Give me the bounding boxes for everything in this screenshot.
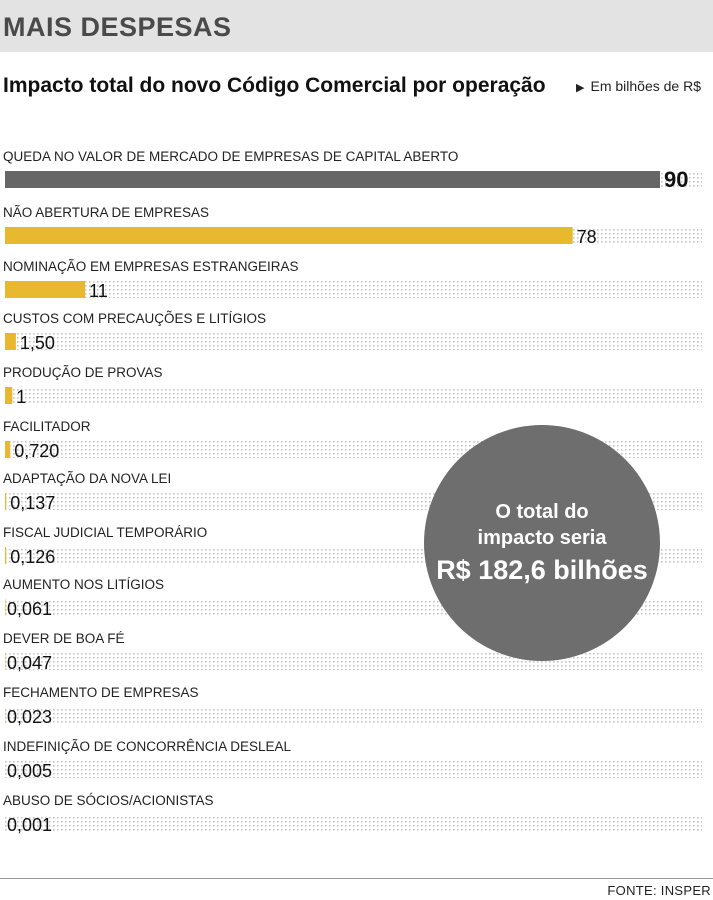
bar-track — [5, 653, 702, 670]
bar — [5, 227, 573, 244]
data-label: 0,023 — [7, 707, 53, 727]
category-label: INDEFINIÇÃO DE CONCORRÊNCIA DESLEAL — [3, 739, 292, 754]
category-label: FISCAL JUDICIAL TEMPORÁRIO — [3, 525, 208, 540]
bar-track — [5, 761, 702, 778]
bar — [5, 171, 660, 188]
bar-track — [5, 815, 702, 832]
data-label: 90 — [664, 167, 689, 192]
category-label: AUMENTO NOS LITÍGIOS — [3, 577, 165, 592]
data-label: 0,047 — [7, 653, 53, 673]
bar-track — [5, 707, 702, 724]
data-label: 0,001 — [7, 815, 53, 835]
data-label: 0,137 — [10, 493, 56, 513]
callout-line-1: O total do — [495, 501, 589, 523]
bar-track — [5, 387, 702, 404]
bar-track — [5, 281, 702, 298]
data-label: 1 — [16, 387, 27, 407]
data-label: 0,061 — [7, 599, 53, 619]
data-label: 0,720 — [14, 441, 60, 461]
bar — [5, 387, 12, 404]
triangle-right-icon: ▶ — [576, 82, 585, 94]
category-label: QUEDA NO VALOR DE MERCADO DE EMPRESAS DE CAPITAL ABERTO — [3, 149, 459, 164]
bar — [5, 281, 85, 298]
data-label: 0,005 — [7, 761, 53, 781]
bar — [5, 547, 6, 564]
category-label: ADAPTAÇÃO DA NOVA LEI — [3, 471, 172, 486]
category-label: FECHAMENTO DE EMPRESAS — [3, 685, 199, 700]
bar — [5, 493, 6, 510]
divider — [0, 878, 713, 879]
data-label: 78 — [576, 227, 597, 247]
callout-line-2: impacto seria — [477, 527, 607, 549]
bar-track — [5, 333, 702, 350]
callout-total: R$ 182,6 bilhões — [436, 555, 648, 585]
page-title: Impacto total do novo Código Comercial por operação — [3, 74, 546, 97]
source-note: FONTE: INSPER — [607, 883, 711, 898]
category-label: FACILITADOR — [3, 419, 91, 434]
category-label: ABUSO DE SÓCIOS/ACIONISTAS — [3, 793, 214, 808]
category-label: DEVER DE BOA FÉ — [3, 631, 125, 646]
bar — [5, 333, 16, 350]
data-label: 11 — [89, 281, 108, 301]
category-label: CUSTOS COM PRECAUÇÕES E LITÍGIOS — [3, 311, 267, 326]
bar — [5, 441, 10, 458]
category-label: NOMINAÇÃO EM EMPRESAS ESTRANGEIRAS — [3, 259, 299, 274]
kicker-title: MAIS DESPESAS — [3, 12, 232, 42]
unit-text: Em bilhões de R$ — [590, 78, 701, 94]
data-label: 1,50 — [19, 333, 55, 353]
data-label: 0,126 — [10, 547, 56, 567]
total-callout — [424, 425, 660, 661]
category-label: NÃO ABERTURA DE EMPRESAS — [3, 205, 210, 220]
category-label: PRODUÇÃO DE PROVAS — [3, 365, 163, 380]
